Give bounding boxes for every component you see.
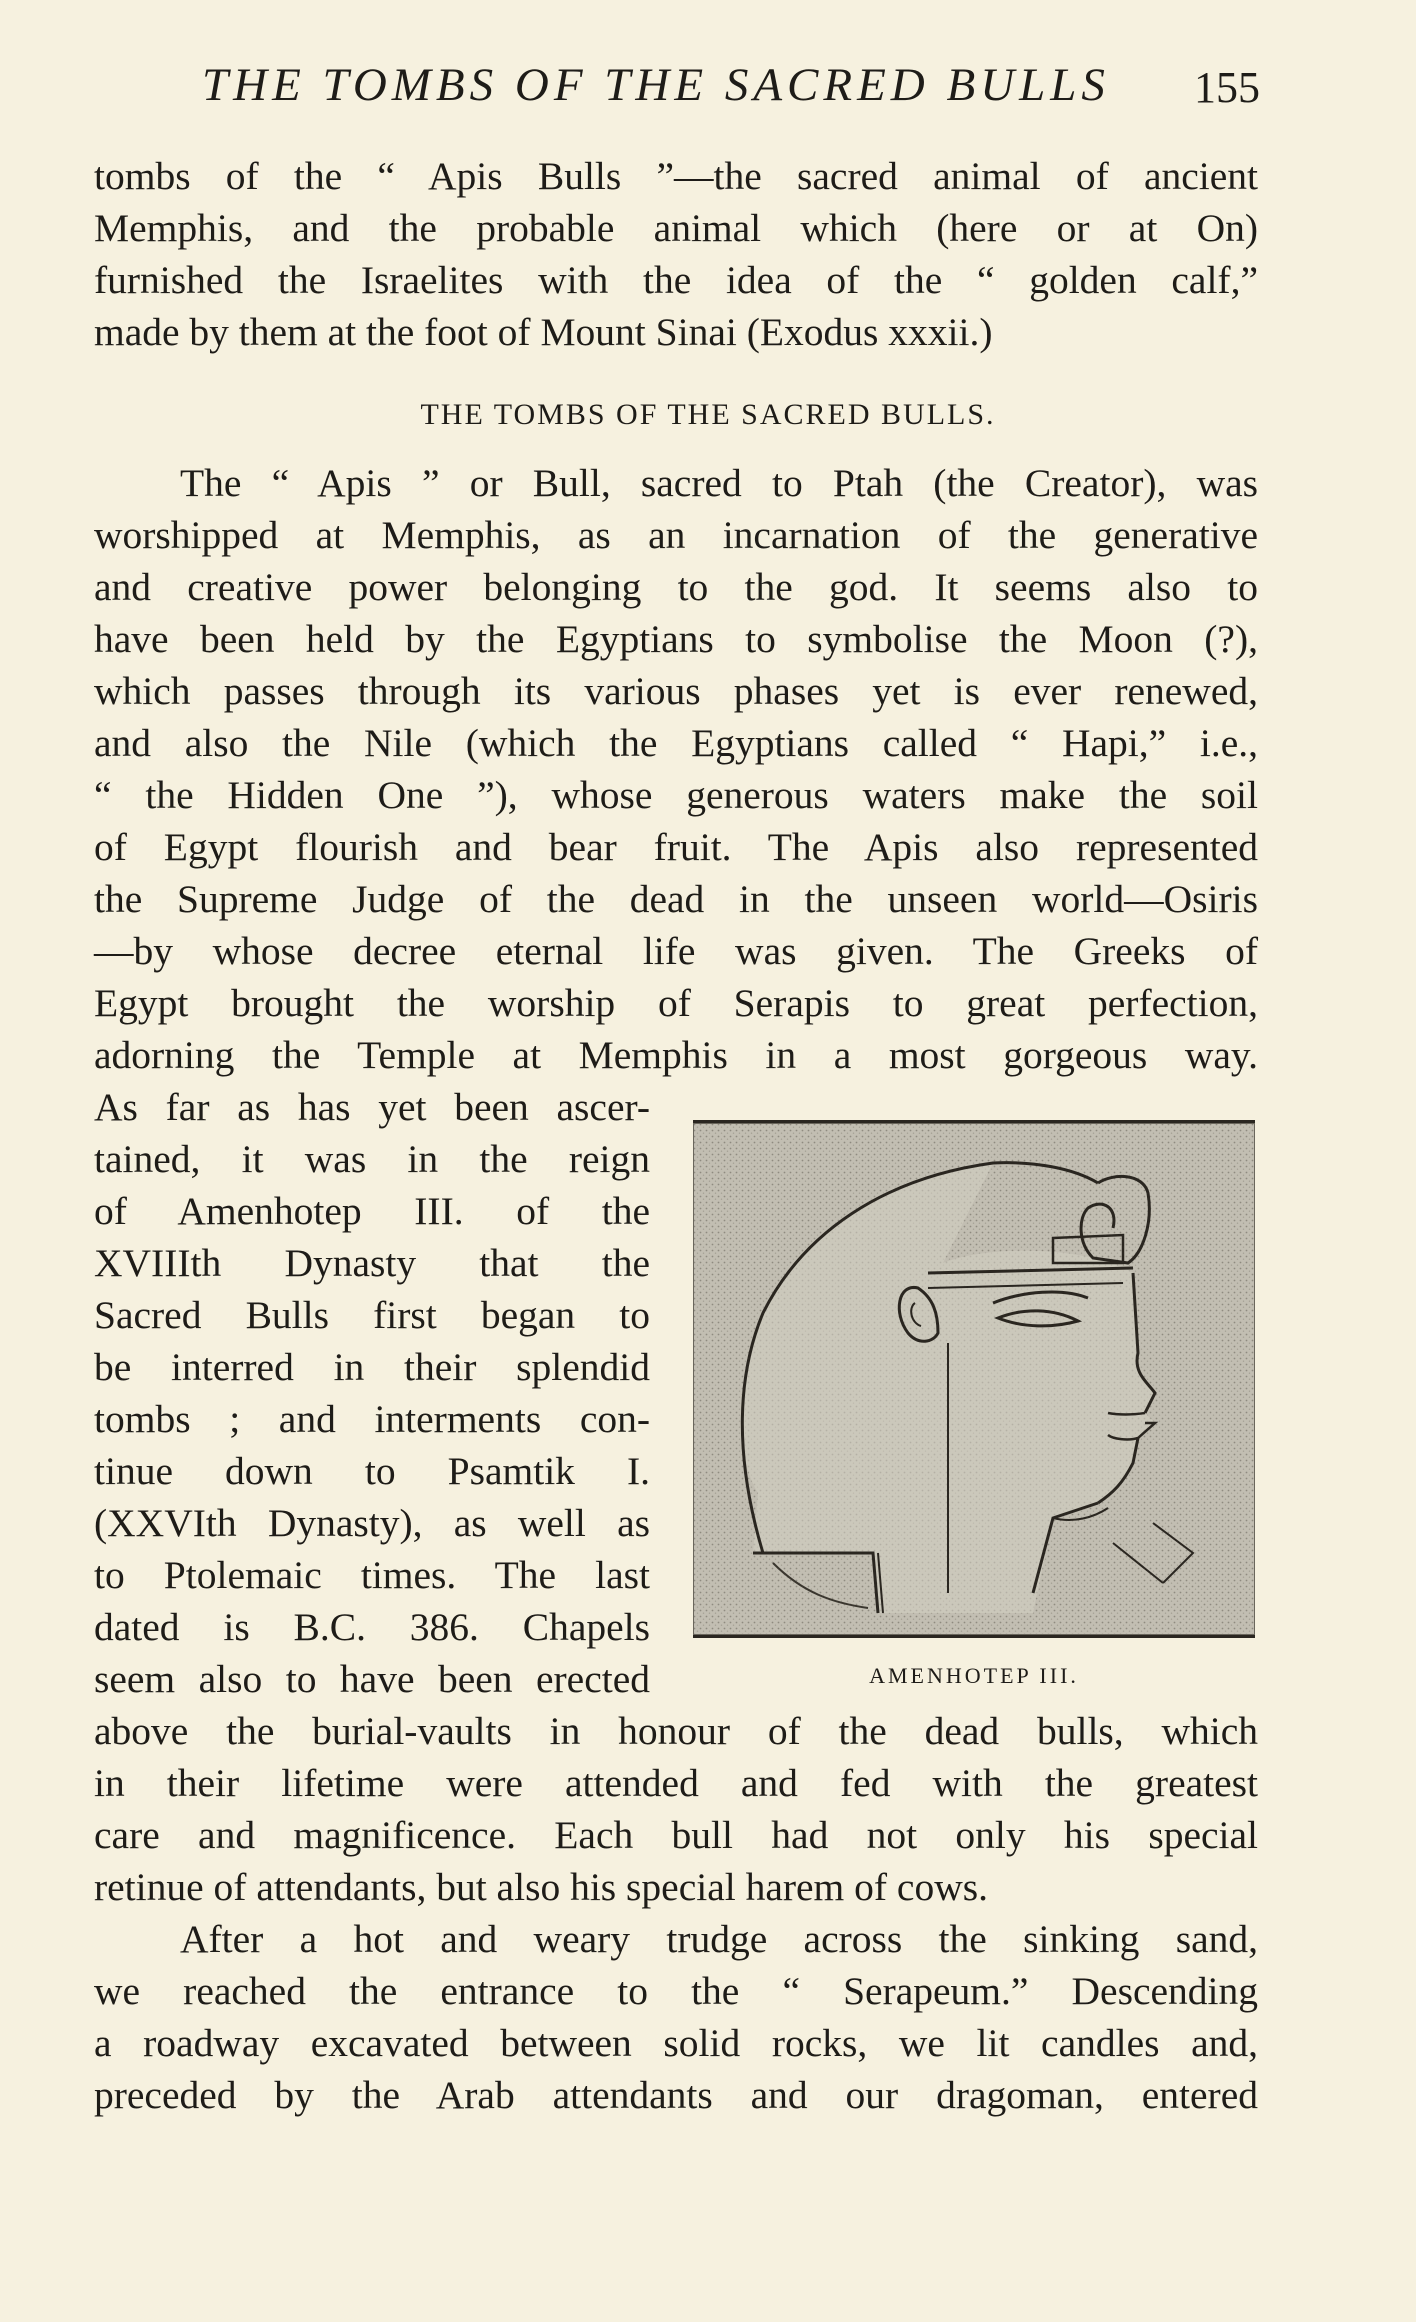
text-line: have been held by the Egyptians to symbolise the Moon (?), (94, 617, 1258, 661)
text-line: of Egypt flourish and bear fruit. The Apis also represented (94, 825, 1258, 869)
section-heading: THE TOMBS OF THE SACRED BULLS. (420, 398, 996, 431)
text-line: tinue down to Psamtik I. (94, 1449, 650, 1493)
text-line: dated is B.C. 386. Chapels (94, 1605, 650, 1649)
text-line: tombs ; and interments con- (94, 1397, 650, 1441)
text-line: above the burial-vaults in honour of the dead bulls, which (94, 1709, 1258, 1753)
running-title: THE TOMBS OF THE SACRED BULLS (202, 59, 1110, 111)
text-line: we reached the entrance to the “ Serapeum.” Descending (94, 1969, 1258, 2013)
figure-caption: AMENHOTEP III. (869, 1663, 1079, 1688)
text-line: furnished the Israelites with the idea of the “ golden calf,” (94, 258, 1258, 302)
text-line: tombs of the “ Apis Bulls ”—the sacred animal of ancient (94, 154, 1258, 198)
paragraph-serapeum (94, 1913, 1258, 2121)
wrapped-column-text (94, 1081, 650, 1705)
text-line: Sacred Bulls first began to (94, 1293, 650, 1337)
text-line: to Ptolemaic times. The last (94, 1553, 650, 1597)
paragraph-apis-continued (94, 1705, 1258, 1913)
text-line: which passes through its various phases yet is ever renewed, (94, 669, 1258, 713)
text-line: XVIIIth Dynasty that the (94, 1241, 650, 1285)
page-number: 155 (1194, 63, 1260, 112)
text-line: Egypt brought the worship of Serapis to great perfection, (94, 981, 1258, 1025)
running-header (0, 58, 1416, 118)
text-line: “ the Hidden One ”), whose generous waters make the soil (94, 773, 1258, 817)
text-line: the Supreme Judge of the dead in the unseen world—Osiris (94, 877, 1258, 921)
intro-paragraph (94, 150, 1258, 358)
paragraph-apis (94, 457, 1258, 1081)
text-line: adorning the Temple at Memphis in a most gorgeous way. (94, 1033, 1258, 1077)
text-line: tained, it was in the reign (94, 1137, 650, 1181)
text-line: After a hot and weary trudge across the sinking sand, (180, 1917, 1258, 1961)
text-line: The “ Apis ” or Bull, sacred to Ptah (the Creator), was (180, 461, 1258, 505)
text-line: worshipped at Memphis, as an incarnation of the generative (94, 513, 1258, 557)
text-line: in their lifetime were attended and fed with the greatest (94, 1761, 1258, 1805)
text-line: —by whose decree eternal life was given. The Greeks of (94, 929, 1258, 973)
amenhotep-relief-illustration (693, 1123, 1255, 1635)
text-line: a roadway excavated between solid rocks, we lit candles and, (94, 2021, 1258, 2065)
amenhotep-figure (693, 1120, 1255, 1638)
text-line: and also the Nile (which the Egyptians called “ Hapi,” i.e., (94, 721, 1258, 765)
text-line: Memphis, and the probable animal which (here or at On) (94, 206, 1258, 250)
text-line: preceded by the Arab attendants and our dragoman, entered (94, 2073, 1258, 2117)
text-line: be interred in their splendid (94, 1345, 650, 1389)
text-line: seem also to have been erected (94, 1657, 650, 1701)
text-line: care and magnificence. Each bull had not only his special (94, 1813, 1258, 1857)
text-line: and creative power belonging to the god. It seems also to (94, 565, 1258, 609)
text-line: As far as has yet been ascer- (94, 1085, 650, 1129)
text-line: of Amenhotep III. of the (94, 1189, 650, 1233)
text-line: made by them at the foot of Mount Sinai (Exodus xxxii.) (94, 310, 993, 354)
text-line: retinue of attendants, but also his special harem of cows. (94, 1865, 988, 1909)
text-line: (XXVIth Dynasty), as well as (94, 1501, 650, 1545)
